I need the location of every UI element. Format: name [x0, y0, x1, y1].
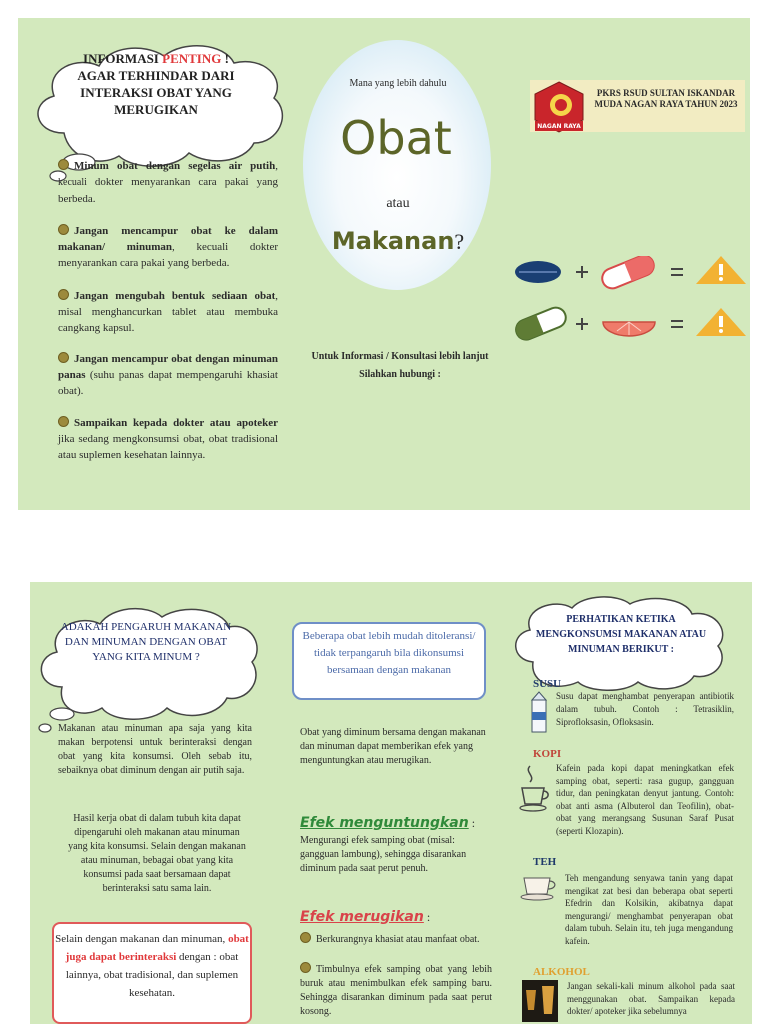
kopi-text: Kafein pada kopi dapat meningkatkan efek samping obat, seperti: rasa gugup, gangguan tidur, dan peningkatan denyut jantung. Contoh: obat anti asma (Albuterol dan Teofilin), obat-obat yang merangsang Susunan Saraf Pusat (seperti Klozapin).	[556, 763, 734, 836]
warning-icon	[696, 308, 746, 336]
interaction-note-box: Selain dengan makanan dan minuman, obat juga dapat berinteraksi dengan : obat lainnya, obat tradisional, dan suplemen kesehatan.	[52, 922, 252, 1024]
bullet-icon	[300, 962, 311, 973]
oval-makanan: Makanan	[331, 227, 455, 255]
green-capsule-icon	[513, 305, 569, 343]
org-title: PKRS RSUD SULTAN ISKANDAR MUDA NAGAN RAYA TAHUN 2023	[594, 88, 738, 109]
susu-heading: SUSU	[533, 678, 562, 690]
teh-heading: TEH	[533, 856, 557, 868]
brochure-outside-panel	[18, 18, 750, 510]
effects-intro: Obat yang diminum bersama dengan makanan dan minuman dapat memberikan efek yang menguntungkan atau merugikan.	[300, 727, 486, 766]
milk-carton-icon	[528, 690, 550, 734]
tablet-icon	[515, 261, 561, 283]
teh-text: Teh mengandung senyawa tanin yang dapat mengikat zat besi dan beberapa obat seperti Efedrin dan Kolsikin, akibatnya dapat mengurangi/ menghambat penyerapan obat dalam tubuh. Selain itu, teh juga mengandung kafein.	[565, 873, 733, 946]
kopi-heading: KOPI	[533, 748, 562, 760]
penting-word: PENTING	[162, 51, 222, 66]
interaction-diagram	[513, 256, 748, 346]
bullet-icon	[58, 224, 69, 235]
oval-obat: Obat	[340, 111, 452, 165]
bullet-icon	[58, 289, 69, 300]
intro-paragraph: Makanan atau minuman apa saja yang kita makan berpotensi untuk berinteraksi dengan obat yang kita konsumsi. Oleh sebab itu, sebaiknya obat diminum dengan air putih saja.	[58, 723, 252, 776]
alkohol-heading: ALKOHOL	[533, 966, 590, 978]
info-cloud-title: INFORMASI PENTING ! AGAR TERHINDAR DARI INTERAKSI OBAT YANG MERUGIKAN	[77, 51, 235, 117]
tip-item-3: Jangan mengubah bentuk sediaan obat, misal menghancurkan tablet atau membuka cangkang kapsul.	[58, 290, 278, 334]
bullet-icon	[300, 932, 311, 943]
harm-heading: Efek merugikan :	[300, 909, 431, 925]
equals-sign-icon	[671, 269, 683, 275]
bullet-icon	[58, 352, 69, 363]
oval-atau: atau	[386, 196, 410, 211]
work-paragraph: Hasil kerja obat di dalam tubuh kita dapat dipengaruhi oleh makanan atau minuman yang kita konsumsi. Selain dengan makanan atau minuman, bebagai obat yang kita konsumsi pada saat bersamaan dapat berinteraksi satu sama lain.	[68, 813, 246, 894]
plus-sign-icon	[576, 266, 588, 278]
tip-item-2: Jangan mencampur obat ke dalam makanan/ minuman, kecuali dokter menyarankan cara pakai yang berbeda.	[58, 225, 278, 269]
brochure-inside-panel	[30, 582, 752, 1024]
effect-question-title: ADAKAH PENGARUH MAKANAN DAN MINUMAN DENGAN OBAT YANG KITA MINUM ?	[60, 621, 232, 663]
grapefruit-icon	[603, 322, 655, 336]
benefit-text: Mengurangi efek samping obat (misal: gangguan lambung), sehingga disarankan diminum pada saat perut penuh.	[300, 835, 467, 874]
bullet-icon	[58, 416, 69, 427]
plus-sign-icon	[576, 318, 588, 330]
harm-item-1: Berkurangnya khasiat atau manfaat obat.	[300, 932, 492, 947]
alkohol-text: Jangan sekali-kali minum alkohol pada saat menggunakan obat. Sampaikan kepada dokter/ apoteker jika sebelumnya	[567, 981, 735, 1016]
susu-text: Susu dapat menghambat penyerapan antibiotik dalam tubuh. Contoh : Tetrasiklin, Siprofloksasin, Ofloksasin.	[556, 691, 734, 727]
logo-caption: NAGAN RAYA	[537, 123, 581, 130]
harm-item-2: Timbulnya efek samping obat yang lebih buruk atau menimbulkan efek samping baru. Sehingga disarankan diminum pada saat perut kosong.	[300, 964, 492, 1017]
red-capsule-icon	[599, 256, 657, 291]
bullet-icon	[58, 159, 69, 170]
benefit-heading: Efek menguntungkan :	[300, 815, 476, 831]
warning-icon	[696, 256, 746, 284]
equals-sign-icon	[671, 321, 683, 327]
tip-item-4: Jangan mencampur obat dengan minuman panas (suhu panas dapat mempengaruhi khasiat obat).	[58, 353, 278, 397]
oval-makanan-line: Makanan?	[331, 227, 465, 255]
tolerance-box: Beberapa obat lebih mudah ditoleransi/ tidak terpangaruh bila dikonsumsi bersamaan dengan makanan	[292, 622, 486, 700]
contact-info: Untuk Informasi / Konsultasi lebih lanjut Silahkan hubungi :	[311, 351, 489, 380]
oval-question: Mana yang lebih dahulu	[349, 78, 447, 89]
tip-item-5: Sampaikan kepada dokter atau apoteker jika sedang mengkonsumsi obat, obat tradisional atau suplemen kesehatan lainnya.	[58, 417, 278, 461]
alcohol-glasses-icon	[522, 980, 558, 1022]
attention-title: PERHATIKAN KETIKA MENGKONSUMSI MAKANAN ATAU MINUMAN BERIKUT :	[535, 614, 707, 655]
tip-item-1: Minum obat dengan segelas air putih, kecuali dokter menyarankan cara pakai yang berbeda.	[58, 160, 278, 205]
